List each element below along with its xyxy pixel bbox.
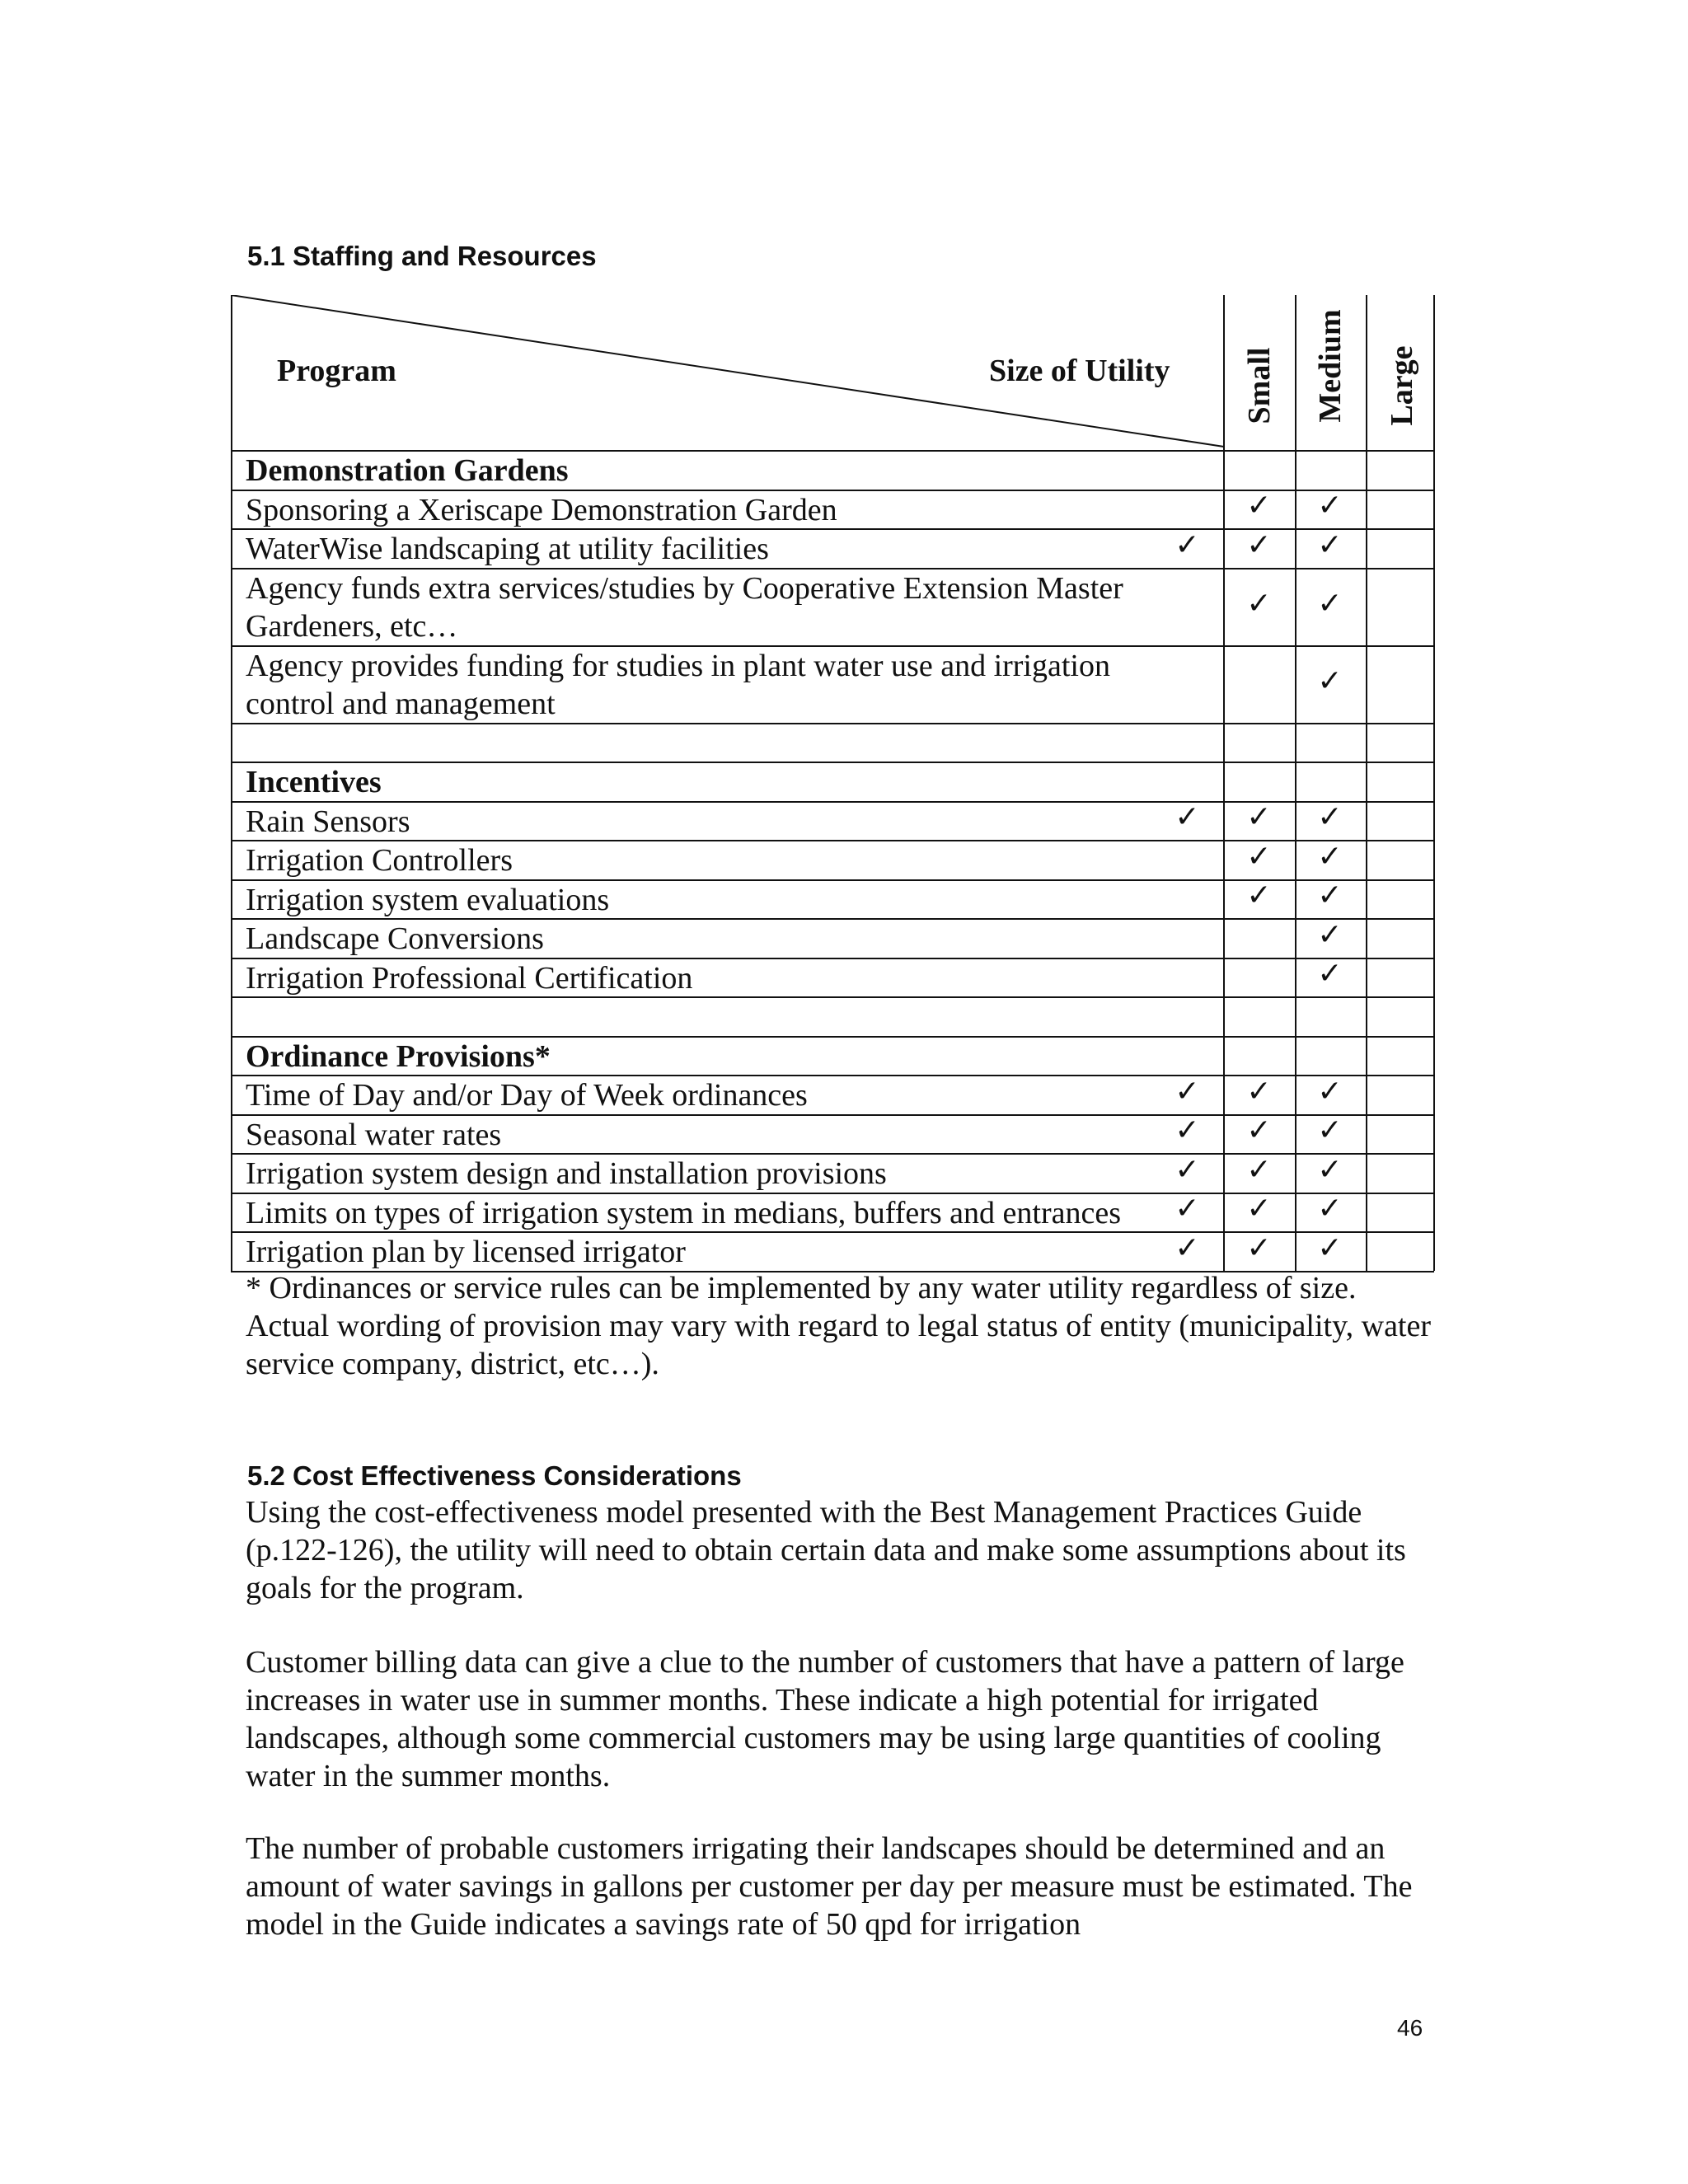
row-label: control and management — [246, 686, 556, 721]
check-mark-icon: ✓ — [1317, 527, 1343, 562]
check-mark-icon: ✓ — [1175, 1113, 1200, 1148]
section-heading-cost-effectiveness: 5.2 Cost Effectiveness Considerations — [247, 1460, 742, 1491]
table-rule — [1366, 295, 1367, 1271]
check-mark-icon: ✓ — [1175, 1152, 1200, 1187]
row-label: Rain Sensors — [246, 804, 410, 839]
row-label: Irrigation system design and installation provisions — [246, 1156, 887, 1191]
section-heading-staffing: 5.1 Staffing and Resources — [247, 241, 597, 271]
row-label: Irrigation Professional Certification — [246, 960, 693, 996]
row-label: Seasonal water rates — [246, 1117, 502, 1152]
check-mark-icon: ✓ — [1175, 800, 1200, 835]
row-label: Limits on types of irrigation system in medians, buffers and entrances — [246, 1195, 1122, 1230]
check-mark-icon: ✓ — [1175, 1192, 1200, 1226]
check-mark-icon: ✓ — [1246, 1230, 1272, 1265]
table-rule — [231, 723, 1434, 724]
staffing-resources-table — [231, 295, 1434, 1270]
row-label: Irrigation Controllers — [246, 843, 513, 878]
check-mark-icon: ✓ — [1246, 839, 1272, 874]
check-mark-icon: ✓ — [1317, 586, 1343, 621]
check-mark-icon: ✓ — [1246, 1192, 1272, 1226]
check-mark-icon: ✓ — [1317, 800, 1343, 835]
paragraph: Using the cost-effectiveness model presented with the Best Management Practices Guide (p.122-126), the utility will need to obtain certain data and make some assumptions about its goals for the program. — [246, 1495, 1406, 1605]
column-header-large: Large — [1385, 345, 1419, 426]
row-section-title: Incentives — [246, 765, 382, 799]
check-mark-icon: ✓ — [1317, 957, 1343, 991]
column-header-small: Small — [1242, 347, 1277, 424]
paragraph: The number of probable customers irrigating their landscapes should be determined and an amount of water savings in gallons per customer per day per measure must be estimated. The model in the Guide indicates a savings rate of 50 qpd for irrigation — [246, 1831, 1413, 1942]
row-label: WaterWise landscaping at utility facilities — [246, 532, 769, 566]
table-footnote: * Ordinances or service rules can be implemented by any water utility regardless of size. Actual wording of provision may vary with regard to legal status of entity (municipality, water service company, district, etc…). — [246, 1271, 1432, 1381]
check-mark-icon: ✓ — [1246, 527, 1272, 562]
table-rule — [231, 762, 1434, 763]
row-label: Agency provides funding for studies in plant water use and irrigation — [246, 648, 1110, 683]
row-label: Sponsoring a Xeriscape Demonstration Garden — [246, 492, 837, 527]
check-mark-icon: ✓ — [1317, 663, 1343, 698]
check-mark-icon: ✓ — [1175, 1074, 1200, 1108]
check-mark-icon: ✓ — [1317, 489, 1343, 523]
table-rule — [1433, 295, 1435, 1271]
row-label: Time of Day and/or Day of Week ordinances — [246, 1078, 808, 1113]
header-size-of-utility: Size of Utility — [989, 354, 1170, 388]
check-mark-icon: ✓ — [1246, 586, 1272, 621]
check-mark-icon: ✓ — [1317, 1192, 1343, 1226]
check-mark-icon: ✓ — [1246, 1152, 1272, 1187]
check-mark-icon: ✓ — [1246, 1113, 1272, 1148]
check-mark-icon: ✓ — [1246, 1074, 1272, 1108]
check-mark-icon: ✓ — [1246, 800, 1272, 835]
header-program: Program — [277, 354, 396, 388]
check-mark-icon: ✓ — [1317, 1152, 1343, 1187]
check-mark-icon: ✓ — [1175, 1230, 1200, 1265]
row-label: Landscape Conversions — [246, 921, 544, 956]
check-mark-icon: ✓ — [1317, 1074, 1343, 1108]
check-mark-icon: ✓ — [1317, 917, 1343, 952]
row-label: Agency funds extra services/studies by Cooperative Extension Master — [246, 570, 1123, 606]
paragraph: Customer billing data can give a clue to the number of customers that have a pattern of large increases in water use in summer months. These indicate a high potential for irrigated landscapes, although some commercial customers may be using large quantities of cooling water in the summer months. — [246, 1645, 1404, 1793]
row-section-title: Ordinance Provisions* — [246, 1038, 551, 1074]
check-mark-icon: ✓ — [1246, 879, 1272, 913]
check-mark-icon: ✓ — [1246, 489, 1272, 523]
table-rule — [231, 295, 232, 1271]
check-mark-icon: ✓ — [1317, 1230, 1343, 1265]
check-mark-icon: ✓ — [1175, 527, 1200, 562]
row-label: Gardeners, etc… — [246, 608, 458, 644]
page-number: 46 — [1397, 2015, 1423, 2041]
column-header-medium: Medium — [1313, 309, 1348, 423]
check-mark-icon: ✓ — [1317, 1113, 1343, 1148]
row-section-title: Demonstration Gardens — [246, 453, 569, 488]
check-mark-icon: ✓ — [1317, 879, 1343, 913]
row-label: Irrigation plan by licensed irrigator — [246, 1235, 686, 1269]
check-mark-icon: ✓ — [1317, 839, 1343, 874]
row-label: Irrigation system evaluations — [246, 882, 610, 917]
